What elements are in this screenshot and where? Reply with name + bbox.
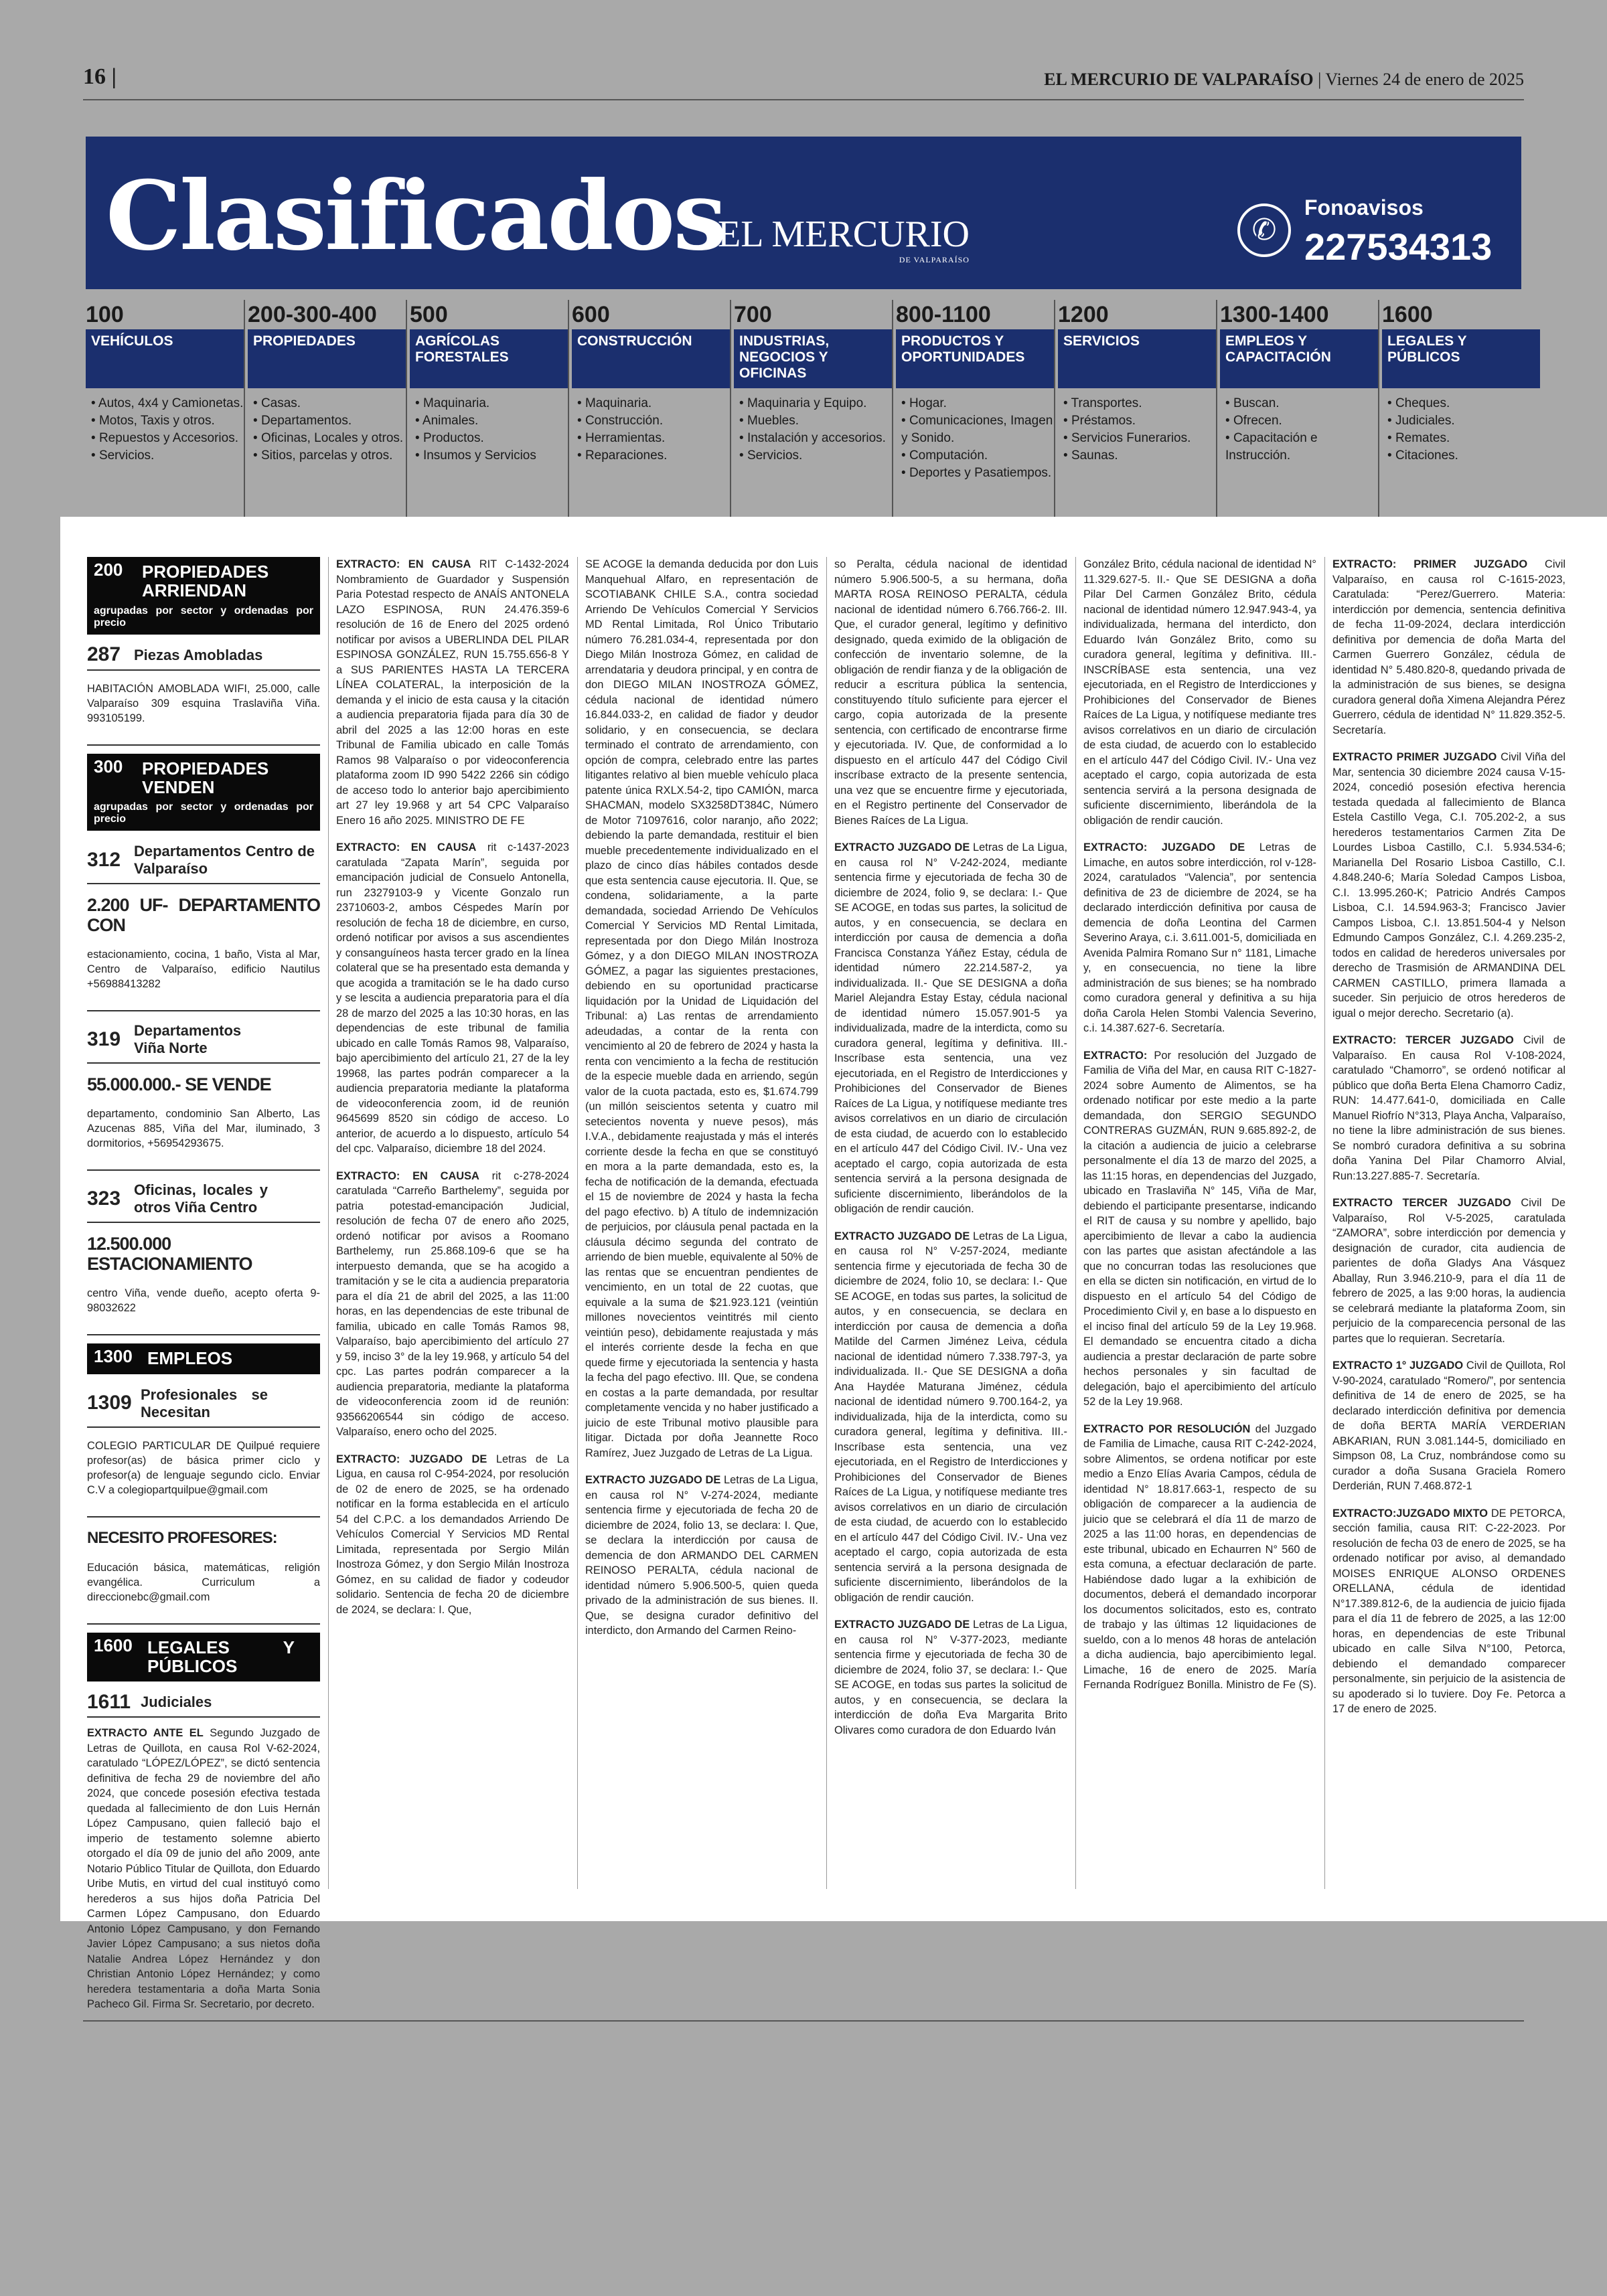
ad-text: estacionamiento, cocina, 1 baño, Vista al Mar, Centro de Valparaíso, edificio Nautilus +56988413282 <box>87 949 320 990</box>
notice-lead: EXTRACTO: JUZGADO DE <box>336 1453 487 1465</box>
subsection-title: Profesionales se Necesitan <box>141 1386 268 1420</box>
legal-notice <box>336 1169 569 1440</box>
category-item: • Servicios. <box>739 447 892 465</box>
ad-text: COLEGIO PARTICULAR DE Quilpué requiere profesor(as) de básica primer ciclo y profesor(a) de lenguaje segundo ciclo. Enviar C.V a colegiopartquilpue@gmail.com <box>87 1439 320 1496</box>
category-title: SERVICIOS <box>1058 329 1216 388</box>
subsection-323 <box>87 1179 320 1223</box>
category-item: • Hogar. <box>901 395 1054 412</box>
category-items <box>1058 395 1216 465</box>
category-item: • Judiciales. <box>1387 412 1540 430</box>
subsection-title: Departamentos Centro de Valparaíso <box>134 843 315 877</box>
subsection-number: 1611 <box>87 1690 131 1713</box>
category-number: 1600 <box>1382 302 1433 327</box>
subsection-number: 323 <box>87 1187 121 1210</box>
category-item: • Ofrecen. <box>1225 412 1378 430</box>
category-items <box>410 395 568 465</box>
notice-text: del Juzgado de Familia de Limache, causa RIT C-242-2024, sobre Alimentos, se ordena notificar por este medio a Enzo Elías Avaria Campos, cédula de identidad N° 18.817.663-1, respecto de su obligación de comparecer a la audiencia de juicio que se celebrará el día 11 de marzo de 2025 a las 11:00 horas, en dependencias de este tribunal, ubicado en Echaurren N° 560 de esta comuna, a efectuar declaración de parte. Habiéndose dado lugar a la exhibición de documentos, deberá el demandado incorporar los documentos solicitados, esto es, contrato de trabajo y las últimas 12 liquidaciones de sueldo, con a lo menos 48 horas de antelación a dicha audiencia, bajo apercibimiento legal. Limache, 16 de enero de 2025. María Fernanda Rodríguez Bonilla. Ministro de Fe (S). <box>1083 1422 1317 1691</box>
notice-text: Letras de Limache, en autos sobre interdicción, rol v-128-2024, caratulados “Valencia”, por sentencia definitiva de 23 de diciembre de 2024, se ha declarado interdicción definitiva por causa de demencia de doña Leontina del Carmen Severino Araya, c.i. 3.611.001-5, domiciliada en Avenida Palmira Romano Sur n° 1181, Limache y, en consecuencia, no tiene la libre administración de sus bienes; se ha nombrado como curadora general y definitiva a su hija doña Carola Helen Stombi Valencia Severino, c.i. 14.387.627-6. Secretaría. <box>1083 841 1316 1034</box>
subsection-number: 319 <box>87 1028 121 1050</box>
category-index <box>86 300 1521 521</box>
column-5 <box>1083 557 1316 1705</box>
legal-notice <box>834 1229 1067 1606</box>
category-title: LEGALES Y PÚBLICOS <box>1382 329 1540 388</box>
notice-text: Civil Valparaíso, en causa rol C-1615-2023, Caratulada: “Perez/Guerrero. Materia: interdicción por demencia, sentencia definitiva de fecha 11-09-2024, declara interdicción definitiva por demencia de doña Marta del Carmen Guerrero González, cédula de identidad N° 5.480.820-8, quedando privada de la administración de sus bienes, se designa curadora general doña Ximena Alejandra Pérez Guerrero, cédula de identidad N° 11.829.352-5. Secretaría. <box>1332 558 1565 736</box>
legal-notice <box>336 557 569 828</box>
category-item: • Departamentos. <box>253 412 406 430</box>
legal-notice <box>336 840 569 1157</box>
running-head-separator: | <box>1318 70 1322 89</box>
brand-logo <box>718 214 970 264</box>
category-items <box>734 395 892 465</box>
ad-text: centro Viña, vende dueño, acepto oferta 9-98032622 <box>87 1287 320 1314</box>
category-title: PROPIEDADES <box>248 329 406 388</box>
notice-lead: EXTRACTO JUZGADO DE <box>834 1619 970 1631</box>
section-title: PROPIEDADES ARRIENDAN <box>142 562 269 600</box>
legal-notice <box>585 1473 818 1639</box>
category-item: • Maquinaria. <box>415 395 568 412</box>
legal-notice <box>1332 1033 1565 1183</box>
notice-text: Letras de La Ligua, en causa rol N° V-257-2024, mediante sentencia firme y ejecutoriada de fecha 30 de diciembre de 2024, folio 10, se declara: I.- Que SE ACOGE, en todas sus partes, la solicitud de autos, y en consecuencia, se declara en interdicción por causa de demencia a doña Matilde del Carmen Jiménez Leiva, cédula nacional de identidad número 7.338.797-3, ya individualizada. II.- Que SE DESIGNA a doña Ana Haydée Maturana Jiménez, cédula nacional de identidad número 9.700.164-2, ya individualizada, hija de la interdicta, como su curadora general, legítima y definitiva. III.- Inscríbase esta sentencia, una vez ejecutoriada, en el Registro de Interdicciones y Prohibiciones del Conservador de Bienes Raíces de La Ligua, y notifíquese mediante tres avisos correlativos en un diario de circulación de esta ciudad, de acuerdo con lo establecido en el artículo 447 del Código Civil. IV.- Una vez aceptado el cargo, copia autorizada de esta sentencia servirá a la persona designada de suficiente discernimiento, liberándolos de la obligación de rendir caución. <box>834 1230 1067 1604</box>
notice-text: Letras de La Ligua, en causa rol N° V-377-2023, mediante sentencia firme y ejecutoriada de fecha 30 de diciembre de 2024, folio 37, se declara: I.- Que SE ACOGE, en todas sus partes la solicitud de autos, y en consecuencia, se declara la interdicción de doña Eva Margarita Brito Olivares como curadora de don Eduardo Iván <box>834 1619 1067 1736</box>
subsection-number: 287 <box>87 643 121 666</box>
category-number: 800-1100 <box>896 302 991 327</box>
category-separator <box>406 300 407 527</box>
notice-text: Letras de La Ligua, en causa rol C-954-2024, por resolución de 02 de enero de 2025, se ha ordenado notificar en la forma establecida en el artículo 54 del C.P.C. a los demandados Arriendo De Vehículos Comercial Y Servicios MD Rental Limitada, representada por Sergio Milán Inostroza Gómez, y don Sergio Milán Inostroza Gómez, en su calidad de fiador y codeudor solidario. Sentencia de fecha 20 de diciembre de 2024, se declara: I. Que, <box>336 1453 570 1616</box>
category-number: 1200 <box>1058 302 1109 327</box>
category-item: • Casas. <box>253 395 406 412</box>
legal-notice <box>1083 840 1316 1036</box>
notice-text: rit c-278-2024 caratulada “Carreño Barthelemy”, seguida por patria potestad-emancipación Judicial, resolución de fecha 07 de enero año 2025, ordenó notificar por avisos a Roomano Barthelemy, run 25.868.109-6 que se ha interpuesto demanda, que se ha acogido a tramitación y se le cita a audiencia preparatoria para el día 21 de abril del 2025, a las 11:00 horas, en las dependencias de este tribunal de familia, ubicado en calle Tomás Ramos 98, Valparaíso, bajo apercibimiento del artículo 27 y 59, inciso 3° de la ley 19.968, y artículo 54 del cpc. Las partes podrán comparecer a la audiencia preparatoria, mediante la plataforma de videoconferencia zoom id de reunión: 93566206544 sin código de acceso. Valparaíso, enero ocho del 2025. <box>336 1169 569 1438</box>
subsection-title: Oficinas, locales y otros Viña Centro <box>134 1181 268 1216</box>
classified-ad <box>87 679 320 746</box>
category-item: • Citaciones. <box>1387 447 1540 465</box>
column-rule <box>1324 557 1325 1889</box>
column-4 <box>834 557 1067 1750</box>
category-items <box>1220 395 1378 465</box>
subsection-319 <box>87 1019 320 1064</box>
category-item: • Construcción. <box>577 412 730 430</box>
subsection-number: 312 <box>87 848 121 871</box>
category-items <box>896 395 1054 482</box>
legal-notice <box>1332 1358 1565 1494</box>
notice-text: Segundo Juzgado de Letras de Quillota, en causa Rol V-62-2024, caratulado “LÓPEZ/LÓPEZ”, se dictó sentencia definitiva de fecha 29 de noviembre del año 2024, que concede posesión efectiva testada quedada al fallecimiento de don Luis Hernán López Campusano, quien falleció bajo el imperio de testamento solemne abierto otorgado el día 09 de junio del año 2009, ante Notario Público Titular de Quillota, don Eduardo Uribe Mutis, en virtud del cual instituyó como herederos a sus hijos doña Patricia Del Carmen López Campusano, don Eduardo Antonio López Campusano, y don Fernando Javier López Campusano; a sus nietos doña Natalie Andrea López Hernández y don Christian Antonio López Hernández; y como heredera testamentaria a doña Marta Sonia Pacheco Gil. Firma Sr. Secretario, por decreto. <box>87 1727 321 2010</box>
category-500 <box>410 300 568 521</box>
category-item: • Maquinaria. <box>577 395 730 412</box>
notice-text: rit c-1437-2023 caratulada “Zapata Marín”, seguida por emancipación judicial de Consuelo Antonella, run 23279103-9 y Vicente Gonzalo run 23710603-2, ambos Céspedes Marín por resolución de fecha 18 de diciembre, en curso, ordenó notificar por avisos a sus ascendientes y consanguíneos hasta tercer grado en la línea colateral que se ha presentado esta demanda y que acogida a tramitación se le ha dado curso y se lescita a audiencia preparatoria para el día 28 de marzo del 2025 a las 10:30 horas, en las dependencias de este tribunal de familia ubicado en calle Tomás Ramos 98, Valparaíso, bajo apercibimiento del artículo 21, 27 de la ley 19968, las partes podrán comparecer a la audiencia preparatoria mediante la plataforma de videoconferencia zoom, id de reunión 9645699 8520 sin código de acceso. Lo anterior, de acuerdo a lo dispuesto, artículo 54 del cpc. Valparaíso, diciembre 18 del 2024. <box>336 841 569 1155</box>
column-1 <box>87 557 320 2024</box>
notice-text: RIT C-1432-2024 Nombramiento de Guardador y Suspensión Paria Potestad respecto de ANAÍS ANTONELA LAZO ESPINOSA, RUN 24.476.359-6 resolución de 16 de Enero del 2025 ordenó notificar por avisos a UBERLINDA DEL PILAR ESPINOSA GONZÁLEZ, RUN 15.755.656-8 Y a SUS PARIENTES HASTA LA TERCERA LÍNEA COLATERAL, la interposición de la demanda y el inicio de esta causa y la citación a audiencia preparatoria fijada para día 30 de abril del 2025 a las 12:00 horas en este Tribunal de Familia ubicado en calle Tomás Ramos 98 Valparaíso o por videoconferencia plataforma zoom ID 990 5422 2266 sin código de acceso todo lo anterior bajo apercibimiento art 27 ley 19.968 y art 54 CPC Valparaíso Enero 16 año 2025. MINISTRO DE FE <box>336 558 569 827</box>
category-separator <box>244 300 245 527</box>
category-item: • Préstamos. <box>1063 412 1216 430</box>
legal-notice <box>1332 557 1565 738</box>
classifieds-sheet <box>60 517 1607 2010</box>
category-200-300-400 <box>248 300 406 521</box>
ad-title: 55.000.000.- SE VENDE <box>87 1074 271 1094</box>
category-item: • Insumos y Servicios <box>415 447 568 465</box>
category-title: AGRÍCOLAS FORESTALES <box>410 329 568 388</box>
column-3 <box>585 557 818 1651</box>
subsection-title: Departamentos Viña Norte <box>134 1022 242 1056</box>
notice-lead: EXTRACTO POR RESOLUCIÓN <box>1083 1422 1251 1435</box>
category-number: 600 <box>572 302 610 327</box>
category-number: 700 <box>734 302 772 327</box>
subsection-1309 <box>87 1384 320 1428</box>
section-number: 200 <box>94 560 123 580</box>
phone-icon: ✆ <box>1237 203 1291 257</box>
category-separator <box>730 300 731 527</box>
category-item: • Productos. <box>415 430 568 447</box>
ad-text: departamento, condominio San Alberto, Las Azucenas 885, Viña del Mar, iluminado, 3 dormitorios, +56954293675. <box>87 1108 320 1149</box>
classified-ad <box>87 1072 320 1171</box>
classifieds-banner <box>86 137 1521 289</box>
column-rule <box>577 557 578 1889</box>
notice-text: Letras de La Ligua, en causa rol N° V-274-2024, mediante sentencia firme y ejecutoriada de fecha 20 de diciembre de 2024, folio 13, se declara: I. Que, se declara la interdicción por causa de demencia de don ARMANDO DEL CARMEN REINOSO PERALTA, cédula nacional de identidad número 5.906.500-5, quien queda privado de la administración de sus bienes. II. Que, se designa curador definitivo del interdicto, don Armando del Carmen Reino- <box>585 1474 818 1637</box>
legal-notice <box>1083 1422 1316 1693</box>
subsection-1611 <box>87 1691 320 1718</box>
section-subtitle: agrupadas por sector y ordenadas por precio <box>94 604 313 629</box>
category-item: • Cheques. <box>1387 395 1540 412</box>
category-item: • Reparaciones. <box>577 447 730 465</box>
classified-ad <box>87 1526 320 1625</box>
category-title: EMPLEOS Y CAPACITACIÓN <box>1220 329 1378 388</box>
notice-lead: EXTRACTO: EN CAUSA <box>336 558 471 570</box>
category-number: 1300-1400 <box>1220 302 1329 327</box>
category-1200 <box>1058 300 1216 521</box>
section-title: EMPLEOS <box>147 1348 233 1368</box>
category-items <box>1382 395 1540 465</box>
ad-text: Educación básica, matemáticas, religión evangélica. Curriculum a direccionebc@gmail.com <box>87 1561 320 1603</box>
legal-notice <box>1332 750 1565 1021</box>
category-separator <box>892 300 893 527</box>
category-item: • Deportes y Pasatiempos. <box>901 465 1054 482</box>
category-separator <box>1378 300 1379 527</box>
category-item: • Servicios Funerarios. <box>1063 430 1216 447</box>
category-items <box>248 395 406 465</box>
footer-rule <box>83 2020 1524 2022</box>
category-number: 500 <box>410 302 448 327</box>
phone-number: 227534313 <box>1304 226 1493 268</box>
notice-lead: EXTRACTO:JUZGADO MIXTO <box>1332 1507 1488 1520</box>
notice-text: Civil de Valparaíso. En causa Rol V-108-2024, caratulado “Chamorro”, se ordenó notificar al público que doña Berta Elena Chamorro Cadiz, RUN: 14.477.641-0, domiciliada en Calle Manuel Riofrío N°313, Playa Ancha, Valparaíso, no tiene la libre administración de sus bienes. Se nombró curadora definitiva a su sobrina doña Yanina Del Pilar Chamorro Alvial, Run:13.227.885-7. Secretaría. <box>1332 1034 1565 1182</box>
category-item: • Buscan. <box>1225 395 1378 412</box>
category-items <box>86 395 244 465</box>
legal-notice <box>1332 1506 1565 1717</box>
category-1300-1400 <box>1220 300 1378 521</box>
brand-name: EL MERCURIO <box>718 214 970 255</box>
category-number: 200-300-400 <box>248 302 377 327</box>
category-1600 <box>1382 300 1540 521</box>
category-item: • Transportes. <box>1063 395 1216 412</box>
ad-title: 2.200 UF- DEPARTAMENTO CON <box>87 895 320 935</box>
legal-notice <box>834 840 1067 1217</box>
category-title: CONSTRUCCIÓN <box>572 329 730 388</box>
legal-notice: González Brito, cédula nacional de identidad N° 11.329.627-5. II.- Que SE DESIGNA a doña Pilar Del Carmen González Brito, cédula nacional de identidad número 12.947.943-4, ya individualizada, hermana del interdicto, don Eduardo Iván González Brito, como su curadora general, legítima y definitiva. III.- INSCRÍBASE esta sentencia, una vez ejecutoriada, en el Registro de Interdicciones y Prohibiciones del Conservador de Bienes Raíces de La Ligua, y notifíquese mediante tres avisos correlativos en un diario de circulación de esta ciudad, de acuerdo con lo establecido en el artículo 447 del Código Civil. IV.- Una vez aceptado el cargo, copia autorizada de esta sentencia servirá a la persona designada de suficiente discernimiento, liberándola de la obligación de rendir caución. <box>1083 558 1316 827</box>
column-6 <box>1332 557 1565 1729</box>
category-item: • Animales. <box>415 412 568 430</box>
category-item: • Muebles. <box>739 412 892 430</box>
column-rule <box>328 557 329 1889</box>
ad-title: NECESITO PROFESORES: <box>87 1528 277 1547</box>
running-head <box>1044 70 1524 90</box>
category-number: 100 <box>86 302 124 327</box>
category-title: VEHÍCULOS <box>86 329 244 388</box>
phone-label: Fonoavisos <box>1304 195 1424 220</box>
notice-text: Civil De Valparaíso, Rol V-5-2025, caratulada “ZAMORA”, sobre interdicción por demencia y designación de curador, cita audiencia de parientes de doña Gladys Ana Vásquez Aballay, Run 3.946.210-9, para el día 11 de febrero de 2025, a las 9:00 horas, la audiencia se celebrará mediante la plataforma Zoom, sin perjuicio de la comparecencia personal de las partes que lo requieran. Secretaría. <box>1332 1197 1566 1345</box>
category-item: • Comunicaciones, Imagen y Sonido. <box>901 412 1054 447</box>
notice-lead: EXTRACTO ANTE EL <box>87 1727 204 1739</box>
section-number: 300 <box>94 756 123 776</box>
category-item: • Computación. <box>901 447 1054 465</box>
category-title: PRODUCTOS Y OPORTUNIDADES <box>896 329 1054 388</box>
category-item: • Saunas. <box>1063 447 1216 465</box>
subsection-title: Judiciales <box>141 1694 212 1710</box>
category-item: • Herramientas. <box>577 430 730 447</box>
classified-ad <box>87 1231 320 1335</box>
notice-text: Letras de La Ligua, en causa rol N° V-242-2024, mediante sentencia firme y ejecutoriada de fecha 30 de diciembre de 2024, folio 9, se declara: I.- Que SE ACOGE, en todas sus partes, la solicitud de autos, y en consecuencia, se declara en interdicción por causa de demencia a doña Francisca Constanza Yáñez Estay, cédula de identidad número 22.214.587-2, ya individualizada. II.- Que SE DESIGNA a doña Mariel Alejandra Estay Estay, cédula nacional de identidad número 15.057.901-5 ya individualizada, madre de la interdicta, como su curadora general, legítima y definitiva. III.- Inscríbase esta sentencia, una vez ejecutoriada, en el Registro de Interdicciones y Prohibiciones del Conservador de Bienes Raíces de La Ligua, y notifíquese mediante tres avisos correlativos en un diario de circulación de esta ciudad, de acuerdo con lo establecido en el artículo 447 del Código Civil. IV.- Una vez aceptado el cargo, copia autorizada de esta sentencia servirá a la persona designada de suficiente discernimiento, liberándolos de la obligación de rendir caución. <box>834 841 1067 1215</box>
category-item: • Remates. <box>1387 430 1540 447</box>
notice-lead: EXTRACTO: TERCER JUZGADO <box>1332 1034 1514 1046</box>
section-header-1300 <box>87 1343 320 1374</box>
legal-notice: SE ACOGE la demanda deducida por don Luis Manquehual Alfaro, en representación de SCOTIABANK CHILE S.A., contra sociedad Arriendo De Vehículos Comercial Y Servicios MD Rental Limitada, Rol Único Tributario número 76.281.034-4, representada por don Diego Milán Inostroza Gómez, en calidad de arrendataria y deudora principal, y en contra de don DIEGO MILAN INOSTROZA GÓMEZ, cédula nacional de identidad número 16.844.033-2, en calidad de fiador y deudor solidario, y en consecuencia, se declara terminado el contrato de arrendamiento, con opción de compra, celebrado entre las partes litigantes relativo al bien mueble vehículo placa patente única RXLX.54-2, tipo CAMIÓN, marca SHACMAN, modelo SX3258DT384C, Número de Motor 71097616, color naranjo, año 2022; debiendo la parte demandada, restituir el bien mueble precedentemente individualizado en el plazo de cinco días hábiles contados desde que esta sentencia cause ejecutoria. II. Que, se condena, solidariamente, a la parte demandada, sociedad Arriendo De Vehículos Comercial Y Servicios MD Rental Limitada, representada por don Diego Milán Inostroza Gómez, y a don DIEGO MILAN INOSTROZA GÓMEZ, a pagar las siguientes prestaciones, debiendo en su oportunidad practicarse liquidación por la Unidad de Liquidación del Tribunal: a) Las rentas de arrendamiento adeudadas, a contar de la renta con vencimiento al 20 de febrero de 2024 y hasta la renta con vencimiento a la fecha de restitución de la especie mueble dada en arriendo, según valor de la cuota pactada, esto es, $1.674.799 (un millón seiscientos setenta y cuatro mil setecientos noventa y nueve pesos), más I.V.A., debidamente reajustada y más el interés corriente desde la fecha en que se constituyó en mora a la parte demandada, esto es, la fecha de notificación de la demanda, efectuada el 15 de noviembre de 2024 y hasta la fecha del pago efectivo. b) A título de indemnización de perjuicios, por cláusula penal pactada en la cláusula décimo segunda del contrato de arriendo de bien mueble, equivalente al 50% de las rentas que se encuentran pendientes de vencimiento, en un total de 22 cuotas, que equivale a la suma de $21.923.121 (veintiún millones novecientos veintitrés mil ciento veintiún peso), debidamente reajustada y más el interés corriente desde la fecha en que quede firme y ejecutoriada la sentencia y hasta la fecha del pago efectivo. III. Que, se condena en costas a la parte demandada, por resultar completamente vencida y no haber justificado a juicio de este Tribunal motivo plausible para litigar. Dictada por doña Jeannette Roco Ramírez, Juez Juzgado de Letras de La Ligua. <box>585 558 818 1459</box>
category-600 <box>572 300 730 521</box>
category-item: • Motos, Taxis y otros. <box>91 412 244 430</box>
banner-title: Clasificados <box>106 161 725 272</box>
notice-text: DE PETORCA, sección familia, causa RIT: C-22-2023. Por resolución de fecha 03 de enero de 2025, se ha ordenado notificar por aviso, al demandado MOISES ENRIQUE ALONSO ORDENES ORELLANA, cédula de identidad N°17.389.812-6, de la audiencia de juicio fijada para el día 11 de febrero de 2025, a las 12:00 horas, en dependencias de este Tribunal ubicado en calle Silva N°100, Petorca, debiendo el demandado comparecer personalmente, sin perjuicio de la asistencia de su apoderado si lo tuviere. Doy Fe. Petorca a 17 de enero de 2025. <box>1332 1507 1565 1715</box>
notice-lead: EXTRACTO: PRIMER JUZGADO <box>1332 558 1528 570</box>
notice-lead: EXTRACTO TERCER JUZGADO <box>1332 1197 1511 1209</box>
notice-lead: EXTRACTO: JUZGADO DE <box>1083 841 1245 853</box>
column-rule <box>826 557 827 1889</box>
column-rule <box>1075 557 1076 1889</box>
category-100 <box>86 300 244 521</box>
category-separator <box>1054 300 1055 527</box>
category-item: • Capacitación e Instrucción. <box>1225 430 1378 465</box>
category-700 <box>734 300 892 521</box>
notice-lead: EXTRACTO: EN CAUSA <box>336 841 477 853</box>
category-item: • Repuestos y Accesorios. <box>91 430 244 447</box>
legal-notice <box>87 1726 320 2012</box>
notice-text: Civil de Quillota, Rol V-90-2024, caratulado “Romero/”, por sentencia definitiva de 14 de enero de 2025, se ha declarado interdicción definitiva por demencia de doña BERTA MARÍA VERDERIAN ABKARIAN, RUN 3.081.144-5, domiciliado en Simpson 08, La Cruz, nombrándose como su curador a doña Susana Graciela Romero Derderián, RUN 7.468.872-1 <box>1332 1360 1565 1492</box>
section-header-200 <box>87 557 320 635</box>
section-subtitle: agrupadas por sector y ordenadas por precio <box>94 801 313 825</box>
header-rule <box>83 99 1524 100</box>
notice-lead: EXTRACTO: EN CAUSA <box>336 1169 479 1182</box>
notice-lead: EXTRACTO 1° JUZGADO <box>1332 1360 1464 1372</box>
category-item: • Sitios, parcelas y otros. <box>253 447 406 465</box>
subsection-number: 1309 <box>87 1392 132 1414</box>
category-item: • Oficinas, Locales y otros. <box>253 430 406 447</box>
legal-notice: so Peralta, cédula nacional de identidad número 5.906.500-5, a su hermana, doña MARTA ROSA REINOSO PERALTA, cédula nacional de identidad número 6.766.766-2. III. Que, el curador general, legítimo y definitivo designado, queda eximido de la obligación de confección de inventario solemne, de la obligación de rendir fianza y de la obligación de reducir a escritura pública la sentencia, constituyendo título suficiente para ejercer el cargo, copia autorizada de la presente sentencia, con certificado de encontrarse firme y ejecutoriada. IV. Que, de conformidad a lo dispuesto en el artículo 447 del Código Civil inscríbase extracto de la presente sentencia, una vez que se encuentre firme y ejecutoriada, en el Registro pertinente del Conservador de Bienes Raíces de La Ligua. <box>834 558 1067 827</box>
category-item: • Maquinaria y Equipo. <box>739 395 892 412</box>
section-title: LEGALES Y PÚBLICOS <box>147 1637 295 1676</box>
subsection-287 <box>87 644 320 671</box>
notice-text: Civil Viña del Mar, sentencia 30 diciembre 2024 causa V-15-2024, concedió posesión efectiva herencia testada quedada al fallecimiento de Blanca Estela Castillo Vega, C.I. 705.202-2, a sus herederos testamentarios Carmen Zita De Lourdes Lisboa Castillo, C.I. 5.934.534-6; Marianella Del Rosario Lisboa Castillo, C.I. 4.848.240-6; María Soledad Campos Lisboa, C.I. 13.995.260-K; Patricio Andrés Campos Lisboa, C.I. 14.594.963-3; Francisco Javier Campos Lisboa, C.I. 13.851.504-4 y Nelson Edmundo Campos González, C.I. 4.269.235-2, todos en calidad de herederos universales por derecho de Trasmisión de ARMANDINA DEL CARMEN CASTILLO, primera llamada a suceder. Sin perjuicio de otros herederos de igual o mejor derecho. Secretario (a). <box>1332 751 1566 1019</box>
section-title: PROPIEDADES VENDEN <box>142 758 269 797</box>
legal-notice <box>1083 1048 1316 1410</box>
notice-lead: EXTRACTO JUZGADO DE <box>585 1474 721 1486</box>
legal-notice <box>1332 1196 1565 1346</box>
column-2 <box>336 557 569 1629</box>
category-separator <box>568 300 569 527</box>
classified-ad <box>87 1436 320 1518</box>
notice-lead: EXTRACTO JUZGADO DE <box>834 841 970 853</box>
notice-text: Por resolución del Juzgado de Familia de Viña del Mar, en causa RIT C-1827-2024 sobre Aumento de Alimentos, se ha ordenado notificar por este medio a la parte demandada, don SERGIO SEGUNDO CONTRERAS GUZMÁN, RUN 9.685.892-2, de la citación a audiencia de juicio a celebrarse personalmente el día 13 de marzo del 2025, a las 11:15 horas, en dependencias del Juzgado, ubicado en Traslaviña N° 145, Viña de Mar, debiendo el participante presentarse, indicando el RIT de causa y su nombre y apellido, bajo apercibimiento de llevar a cabo la audiencia con las partes que asistan afectándole a las que no concurran todas las resoluciones que en ella se dicten sin notificación, en virtud de lo dispuesto en el artículo 54 del Código de Procedimiento Civil y, en base a lo dispuesto en el inciso final del artículo 59 de la Ley 19.968. El demandado se encuentra citado a dicha audiencia a prestar declaración de parte sobre hechos personales y sin facultad de delegación, bajo el apercibimiento del artículo 52 de la Ley 19.968. <box>1083 1049 1316 1408</box>
category-item: • Instalación y accesorios. <box>739 430 892 447</box>
category-800-1100 <box>896 300 1054 521</box>
category-items <box>572 395 730 465</box>
classified-ad <box>87 892 320 1011</box>
category-title: INDUSTRIAS, NEGOCIOS Y OFICINAS <box>734 329 892 388</box>
section-number: 1600 <box>94 1635 133 1655</box>
category-separator <box>1216 300 1217 527</box>
page-header-area <box>0 0 1607 515</box>
legal-notice <box>834 1617 1067 1738</box>
notice-lead: EXTRACTO PRIMER JUZGADO <box>1332 751 1497 763</box>
ad-title: 12.500.000 ESTACIONAMIENTO <box>87 1234 252 1274</box>
notice-lead: EXTRACTO: <box>1083 1049 1148 1062</box>
brand-subtitle: DE VALPARAÍSO <box>899 255 970 264</box>
section-number: 1300 <box>94 1346 133 1366</box>
legal-notice <box>336 1452 569 1618</box>
newspaper-name: EL MERCURIO DE VALPARAÍSO <box>1044 70 1314 89</box>
section-header-300 <box>87 754 320 831</box>
notice-lead: EXTRACTO JUZGADO DE <box>834 1230 970 1242</box>
section-header-1600 <box>87 1633 320 1682</box>
category-item: • Servicios. <box>91 447 244 465</box>
ad-text: HABITACIÓN AMOBLADA WIFI, 25.000, calle Valparaíso 309 esquina Traslaviña Viña. 993105199. <box>87 682 320 724</box>
subsection-title: Piezas Amobladas <box>134 646 263 663</box>
subsection-312 <box>87 840 320 884</box>
page-number: 16 | <box>83 64 117 89</box>
issue-date: Viernes 24 de enero de 2025 <box>1325 70 1524 89</box>
category-item: • Autos, 4x4 y Camionetas. <box>91 395 244 412</box>
